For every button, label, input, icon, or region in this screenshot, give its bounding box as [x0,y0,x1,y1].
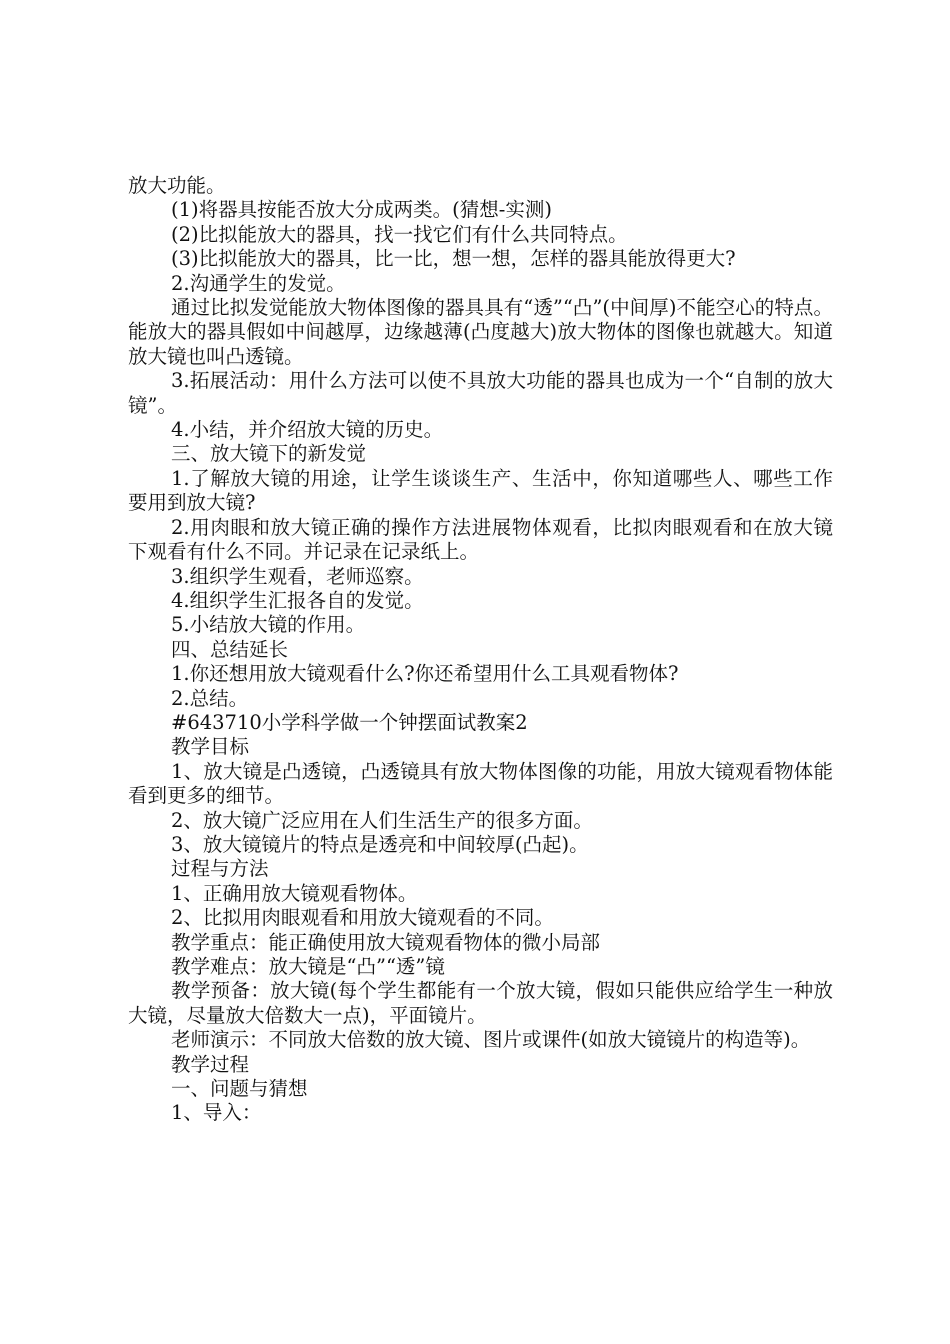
paragraph: 4.组织学生汇报各自的发觉。 [171,588,424,612]
paragraph: 三、放大镜下的新发觉 [171,442,367,466]
paragraph: 教学难点：放大镜是“凸”“透”镜 [171,955,445,978]
paragraph: (2)比拟能放大的器具，找一找它们有什么共同特点。 [171,222,628,246]
paragraph: 2、放大镜广泛应用在人们生活生产的很多方面。 [171,808,593,832]
paragraph: 3.组织学生观看，老师巡察。 [171,564,424,588]
paragraph: 2.总结。 [171,686,249,710]
paragraph: 3.拓展活动：用什么方法可以使不具放大功能的器具也成为一个“自制的放大镜”。 [128,369,833,417]
paragraph: 1.你还想用放大镜观看什么?你还希望用什么工具观看物体? [171,662,679,686]
paragraph: #643710小学科学做一个钟摆面试教案2 [171,710,528,734]
paragraph: (3)比拟能放大的器具，比一比，想一想，怎样的器具能放得更大? [171,247,736,271]
paragraph: 3、放大镜镜片的特点是透亮和中间较厚(凸起)。 [171,832,589,856]
paragraph: 四、总结延长 [171,637,289,661]
paragraph: (1)将器具按能否放大分成两类。(猜想-实测) [171,198,552,222]
paragraph: 老师演示：不同放大倍数的放大镜、图片或课件(如放大镜镜片的构造等)。 [171,1028,811,1052]
paragraph: 通过比拟发觉能放大物体图像的器具具有“透”“凸”(中间厚)不能空心的特点。能放大的器具假如中间越厚，边缘越薄(凸度越大)放大物体的图像也就越大。知道放大镜也叫凸透镜。 [128,296,833,368]
paragraph: 过程与方法 [171,857,269,881]
paragraph: 2.沟通学生的发觉。 [171,271,346,295]
paragraph: 教学目标 [171,735,250,759]
document-body [128,174,833,1126]
paragraph: 教学过程 [171,1052,250,1076]
paragraph: 5.小结放大镜的作用。 [171,613,366,637]
paragraph: 教学预备：放大镜(每个学生都能有一个放大镜，假如只能供应给学生一种放大镜，尽量放大倍数大一点)，平面镜片。 [128,979,833,1027]
paragraph: 1.了解放大镜的用途，让学生谈谈生产、生活中，你知道哪些人、哪些工作要用到放大镜? [128,466,833,515]
paragraph: 2.用肉眼和放大镜正确的操作方法进展物体观看，比拟肉眼观看和在放大镜下观看有什么不同。并记录在记录纸上。 [128,515,833,564]
paragraph: 放大功能。 [128,174,226,197]
paragraph: 1、导入： [171,1101,262,1125]
paragraph: 2、比拟用肉眼观看和用放大镜观看的不同。 [171,906,554,930]
paragraph: 一、问题与猜想 [171,1077,308,1101]
paragraph: 4.小结，并介绍放大镜的历史。 [171,418,444,442]
paragraph: 1、放大镜是凸透镜，凸透镜具有放大物体图像的功能，用放大镜观看物体能看到更多的细节。 [128,759,833,808]
paragraph: 教学重点：能正确使用放大镜观看物体的微小局部 [171,930,601,954]
paragraph: 1、正确用放大镜观看物体。 [171,881,418,905]
